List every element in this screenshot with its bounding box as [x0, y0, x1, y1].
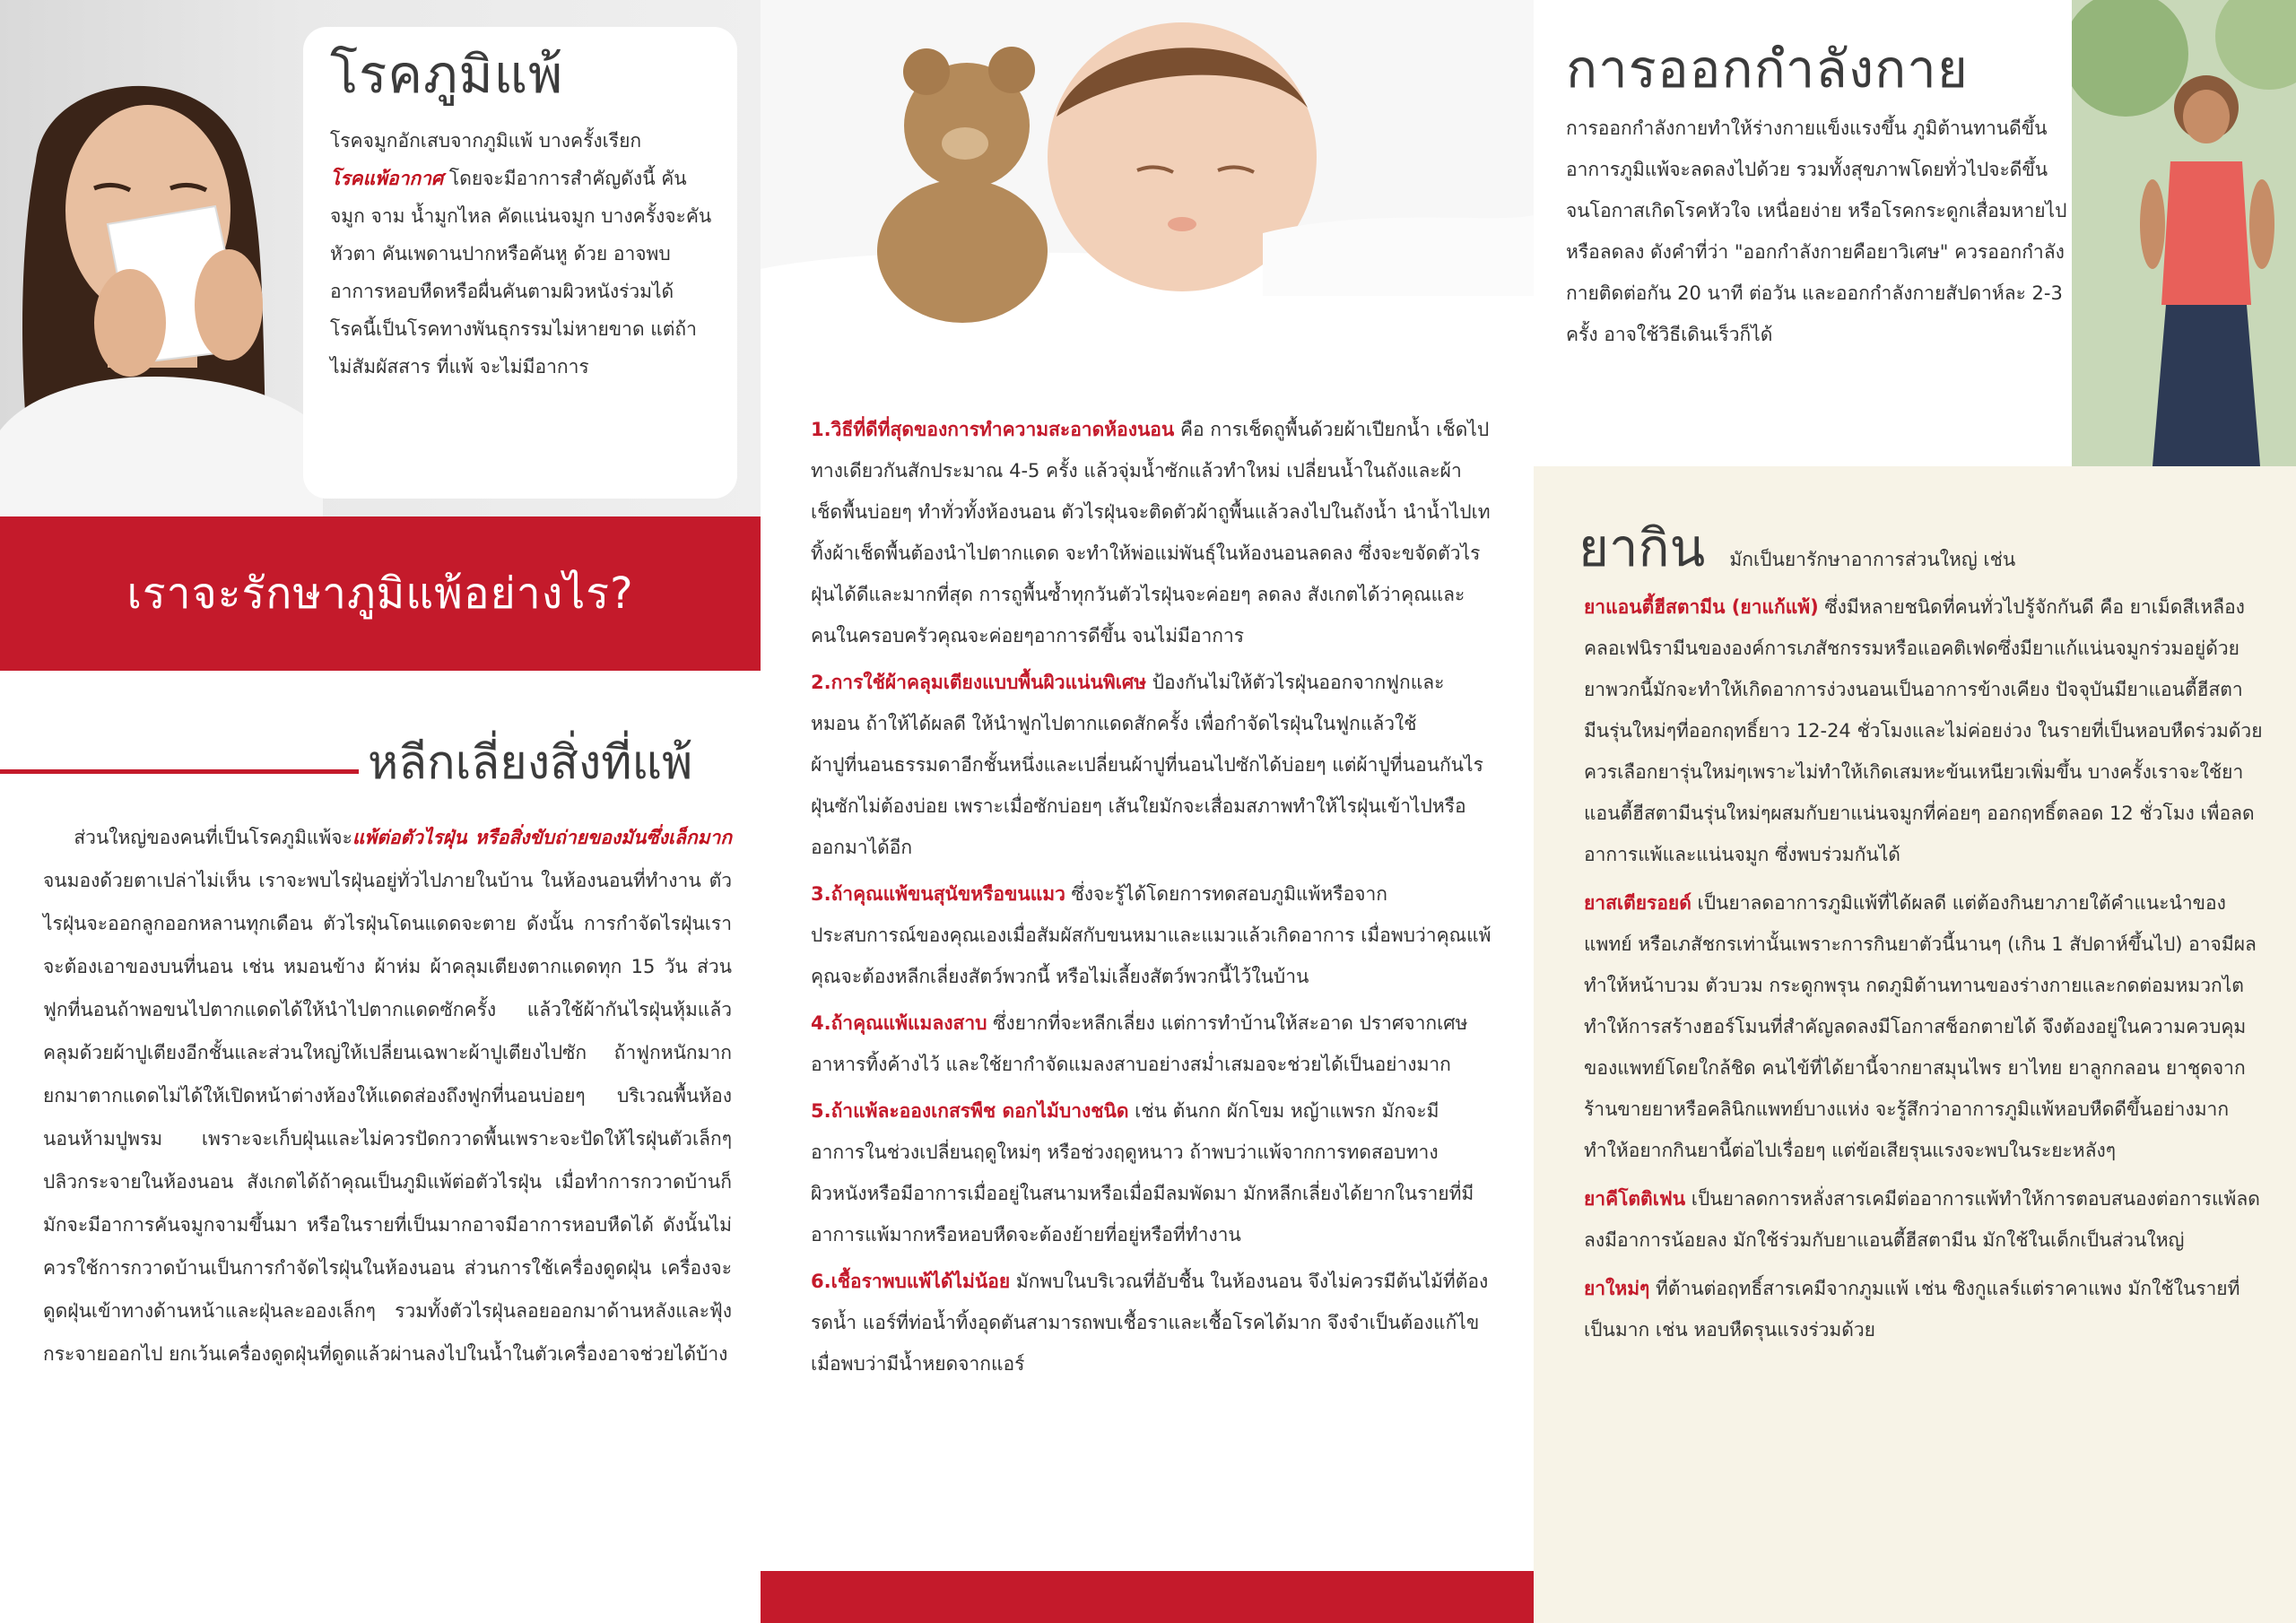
medicine-subtitle: มักเป็นยารักษาอาการส่วนใหญ่ เช่น: [1729, 549, 2016, 570]
tip-item: 4.ถ้าคุณแพ้แมลงสาบ ซึ่งยากที่จะหลีกเลี่ยง แต่การทำบ้านให้สะอาด ปราศจากเศษอาหารทิ้งค้างไว้ และใช้ยากำจัดแมลงสาบอย่างสม่ำเสมอจะช่วยได้เป็นอย่างมาก: [811, 1012, 1468, 1075]
medicine-item: ยาใหม่ๆ ที่ต้านต่อฤทธิ์สารเคมีจากภูมแพ้ เช่น ซิงกูแลร์แต่ราคาแพง มักใช้ในรายที่เป็นมาก เช่น หอบหืดรุนแรงร่วมด้วย: [1584, 1278, 2240, 1341]
heading-divider: [0, 769, 359, 774]
medicine-item: ยาสเตียรอยด์ เป็นยาลดอาการภูมิแพ้ที่ได้ผลดี แต่ต้องกินยาภายใต้คำแนะนำของแพทย์ หรือเภสัชกรเท่านั้นเพราะการกินยาตัวนี้นานๆ (เกิน 1 สัปดาห์ขึ้นไป) อาจมีผลทำให้หน้าบวม ตัวบวม กระดูกพรุน กดภูมิต้านทานของร่างกายและกดต่อมหมวกไต ทำให้การสร้างฮอร์โมนที่สำคัญลดลงมีโอกาสช็อกตายได้ จึงต้องอยู่ในความควบคุมของแพทย์โดยใกล้ชิด คนไข้ที่ได้ยานี้จากยาสมุนไพร ยาไทย ยาลูกกลอน ยาชุดจากร้านขายยาหรือคลินิกแพทย์บางแห่ง จะรู้สึกว่าอาการภูมิแพ้หอบหืดดีขึ้นอย่างมาก ทำให้อยากกินยานี้ต่อไปเรื่อยๆ แต่ข้อเสียรุนแรงจะพบในระยะหลังๆ: [1584, 892, 2257, 1161]
medicine-item: ยาคีโตติเฟน เป็นยาลดการหลั่งสารเคมีต่ออาการแพ้ทำให้การตอบสนองต่อการแพ้ลดลงมีอาการน้อยลง มักใช้ร่วมกับยาแอนตี้ฮีสตามีน มักใช้ในเด็กเป็นส่วนใหญ่: [1584, 1188, 2260, 1251]
allergy-title: โรคภูมิแพ้: [330, 44, 564, 105]
left-panel: [0, 0, 761, 1623]
avoid-heading: [0, 717, 761, 798]
medicine-list: [1584, 586, 2266, 1358]
woman-sneezing-photo: [0, 54, 323, 516]
treatment-banner: [0, 516, 761, 671]
tip-item: 1.วิธีที่ดีที่สุดของการทำความสะอาดห้องนอน คือ การเช็ดถูพื้นด้วยผ้าเปียกน้ำ เช็ดไปทางเดียวกันสักประมาณ 4-5 ครั้ง แล้วจุ่มน้ำซักแล้วทำใหม่ เปลี่ยนน้ำในถังและผ้าเช็ดพื้นบ่อยๆ ทำทั่วทั้งห้องนอน ตัวไรฝุ่นจะติดตัวผ้าถูพื้นแล้วลงไปในถังน้ำ นำน้ำไปเททิ้งผ้าเช็ดพื้นต้องนำไปตากแดด จะทำให้พ่อแม่พันธุ์ในห้องนอนลดลง ซึ่งจะขจัดตัวไรฝุ่นได้ดีและมากที่สุด การถูพื้นซ้ำทุกวันตัวไรฝุ่นจะค่อยๆ ลดลง สังเกตได้ว่าคุณและคนในครอบครัวคุณจะค่อยๆอาการดีขึ้น จนไม่มีอาการ: [811, 419, 1491, 647]
medicine-item: ยาแอนตี้ฮีสตามีน (ยาแก้แพ้) ซึ่งมีหลายชนิดที่คนทั่วไปรู้จักกันดี คือ ยาเม็ดสีเหลืองคลอเฟนิรามีนขององค์การเภสัชกรรมหรือแอคติเฟดซึ่งมียาแก้แน่นจมูกร่วมอยู่ด้วย ยาพวกนี้มักจะทำให้เกิดอาการง่วงนอนเป็นอาการข้างเคียง ปัจจุบันมียาแอนตี้ฮีสตามีนรุ่นใหม่ๆที่ออกฤทธิ์ยาว 12-24 ชั่วโมงและไม่ค่อยง่วง ในรายที่เป็นหอบหืดร่วมด้วยควรเลือกยารุ่นใหม่ๆเพราะไม่ทำให้เกิดเสมหะข้นเหนียวเพิ่มขึ้น บางครั้งเราจะใช้ยาแอนตี้ฮีสตามีนรุ่นใหม่ๆผสมกับยาแน่นจมูกที่ค่อยๆ ออกฤทธิ์ตลอด 12 ชั่วโมง เพื่อลดอาการแพ้และแน่นจมูก ซึ่งพบร่วมกันได้: [1584, 596, 2263, 865]
allergy-hero: [0, 0, 761, 516]
allergy-description: โรคจมูกอักเสบจากภูมิแพ้ บางครั้งเรียก โรคแพ้อากาศ โดยจะมีอาการสำคัญดังนี้ คันจมูก จาม น้ำมูกไหล คัดแน่นจมูก บางครั้งจะคันหัวตา คันเพดานปากหรือคันหู ด้วย อาจพบอาการหอบหืดหรือผื่นคันตามผิวหนังร่วมได้ โรคนี้เป็นโรคทางพันธุกรรมไม่หายขาด แต่ถ้าไม่สัมผัสสาร ที่แพ้ จะไม่มีอาการ: [330, 129, 712, 378]
middle-panel: [761, 0, 1534, 1623]
exercise-paragraph: การออกกำลังกายทำให้ร่างกายแข็งแรงขึ้น ภูมิต้านทานดีขึ้น อาการภูมิแพ้จะลดลงไปด้วย รวมทั้งสุขภาพโดยทั่วไปจะดีขึ้น จนโอกาสเกิดโรคหัวใจ เหนื่อยง่าย หรือโรคกระดูกเสื่อมหายไปหรือลดลง ดังคำที่ว่า "ออกกำลังกายคือยาวิเศษ" ควรออกกำลังกายติดต่อกัน 20 นาที ต่อวัน และออกกำลังกายสัปดาห์ละ 2-3 ครั้ง อาจใช้วิธีเดินเร็วก็ได้: [1566, 117, 2067, 345]
tip-item: 3.ถ้าคุณแพ้ขนสุนัขหรือขนแมว ซึ่งจะรู้ได้โดยการทดสอบภูมิแพ้หรือจากประสบการณ์ของคุณเองเมื่อสัมผัสกับขนหมาและแมวแล้วเกิดอาการ เมื่อพบว่าคุณแพ้คุณจะต้องหลีกเลี่ยงสัตว์พวกนี้ หรือไม่เลี้ยงสัตว์พวกนี้ไว้ในบ้าน: [811, 883, 1492, 987]
medicine-section: [1534, 466, 2296, 1623]
medicine-title: ยากิน: [1578, 517, 1706, 578]
avoid-em: แพ้ต่อตัวไรฝุ่น หรือสิ่งขับถ่ายของมันซึ่งเล็กมาก: [352, 827, 732, 848]
treatment-banner-title: เราจะรักษาภูมิแพ้อย่างไร?: [126, 568, 634, 619]
exercise-title: การออกกำลังกาย: [1566, 39, 1969, 100]
exercise-section: [1534, 0, 2296, 466]
medicine-heading: [1578, 506, 2015, 589]
avoid-title: หลีกเลี่ยงสิ่งที่แพ้: [368, 736, 693, 790]
tip-item: 2.การใช้ผ้าคลุมเตียงแบบพื้นผิวแน่นพิเศษ ป้องกันไม่ให้ตัวไรฝุ่นออกจากฟูกและหมอน ถ้าให้ได้ผลดี ให้นำฟูกไปตากแดดสักครั้ง เพื่อกำจัดไรฝุ่นในฟูกแล้วใช้ผ้าปูที่นอนธรรมดาอีกชั้นหนึ่งและเปลี่ยนผ้าปูที่นอนไปซักได้บ่อยๆ แต่ผ้าปูที่นอนกันไรฝุ่นซักไม่ต้องบ่อย เพราะเมื่อซักบ่อยๆ เส้นใยมักจะเสื่อมสภาพทำให้ไรฝุ่นเข้าไปหรือออกมาได้อีก: [811, 672, 1483, 858]
avoid-paragraph: ส่วนใหญ่ของคนที่เป็นโรคภูมิแพ้จะแพ้ต่อตัวไรฝุ่น หรือสิ่งขับถ่ายของมันซึ่งเล็กมาก จนมองด้วยตาเปล่าไม่เห็น เราจะพบไรฝุ่นอยู่ทั่วไปภายในบ้าน ในห้องนอนที่ทำงาน ตัวไรฝุ่นจะออกลูกออกหลานทุกเดือน ตัวไรฝุ่นโดนแดดจะตาย ดังนั้น การกำจัดไรฝุ่นเราจะต้องเอาของบนที่นอน เช่น หมอนข้าง ผ้าห่ม ผ้าคลุมเตียงตากแดดทุก 15 วัน ส่วนฟูกที่นอนถ้าพอขนไปตากแดดได้ให้นำไปตากแดดซักครั้ง แล้วใช้ผ้ากันไรฝุ่นหุ้มแล้วคลุมด้วยผ้าปูเตียงอีกชั้นและส่วนใหญ่ให้เปลี่ยนเฉพาะผ้าปูเตียงไปซัก ถ้าฟูกหนักมาก ยกมาตากแดดไม่ได้ให้เปิดหน้าต่างห้องให้แดดส่องถึงฟูกที่นอนบ่อยๆ บริเวณพื้นห้องนอนห้ามปูพรม เพราะจะเก็บฝุ่นและไม่ควรปัดกวาดพื้นเพราะจะปัดให้ไรฝุ่นตัวเล็กๆปลิวกระจายในห้องนอน สังเกตได้ถ้าคุณเป็นภูมิแพ้ต่อตัวไรฝุ่น เมื่อทำการกวาดบ้านก็มักจะมีอาการคันจมูกจามขึ้นมา หรือในรายที่เป็นมากอาจมีอาการหอบหืดได้ ดังนั้นไม่ควรใช้การกวาดบ้านเป็นการกำจัดไรฝุ่นในห้องนอน ส่วนการใช้เครื่องดูดฝุ่น เครื่องจะดูดฝุ่นเข้าทางด้านหน้าและฝุ่นละอองเล็กๆ รวมทั้งตัวไรฝุ่นลอยออกมาด้านหลังและฟุ้งกระจายออกไป ยกเว้นเครื่องดูดฝุ่นที่ดูดแล้วผ่านลงไปในน้ำในตัวเครื่องอาจช่วยได้บ้าง: [43, 827, 732, 1365]
tip-item: 5.ถ้าแพ้ละอองเกสรพืช ดอกไม้บางชนิด เช่น ต้นกก ผักโขม หญ้าแพรก มักจะมีอาการในช่วงเปลี่ยนฤดูใหม่ๆ หรือช่วงฤดูหนาว ถ้าพบว่าแพ้จากการทดสอบทางผิวหนังหรือมีอาการเมื่ออยู่ในสนามหรือเมื่อมีลมพัดมา มักหลีกเลี่ยงได้ยากในรายที่มีอาการแพ้มากหรือหอบหืดจะต้องย้ายที่อยู่หรือที่ทำงาน: [811, 1100, 1474, 1245]
right-panel: [1534, 0, 2296, 1623]
running-woman-photo: [2072, 0, 2296, 466]
tip-item: 6.เชื้อราพบแพ้ได้ไม่น้อย มักพบในบริเวณที่อับชื้น ในห้องนอน จึงไม่ควรมีต้นไม้ที่ต้องรดน้ำ แอร์ที่ท่อน้ำทิ้งอุดตันสามารถพบเชื้อราและเชื้อโรคได้มาก จึงจำเป็นต้องแก้ไขเมื่อพบว่ามีน้ำหยดจากแอร์: [811, 1271, 1489, 1375]
cleaning-tips-list: [811, 409, 1492, 1390]
bottom-red-bar: [761, 1571, 1534, 1623]
allergy-info-card: [303, 27, 737, 499]
sleeping-baby-photo: [761, 0, 1534, 386]
allergy-em: โรคแพ้อากาศ: [330, 167, 444, 189]
